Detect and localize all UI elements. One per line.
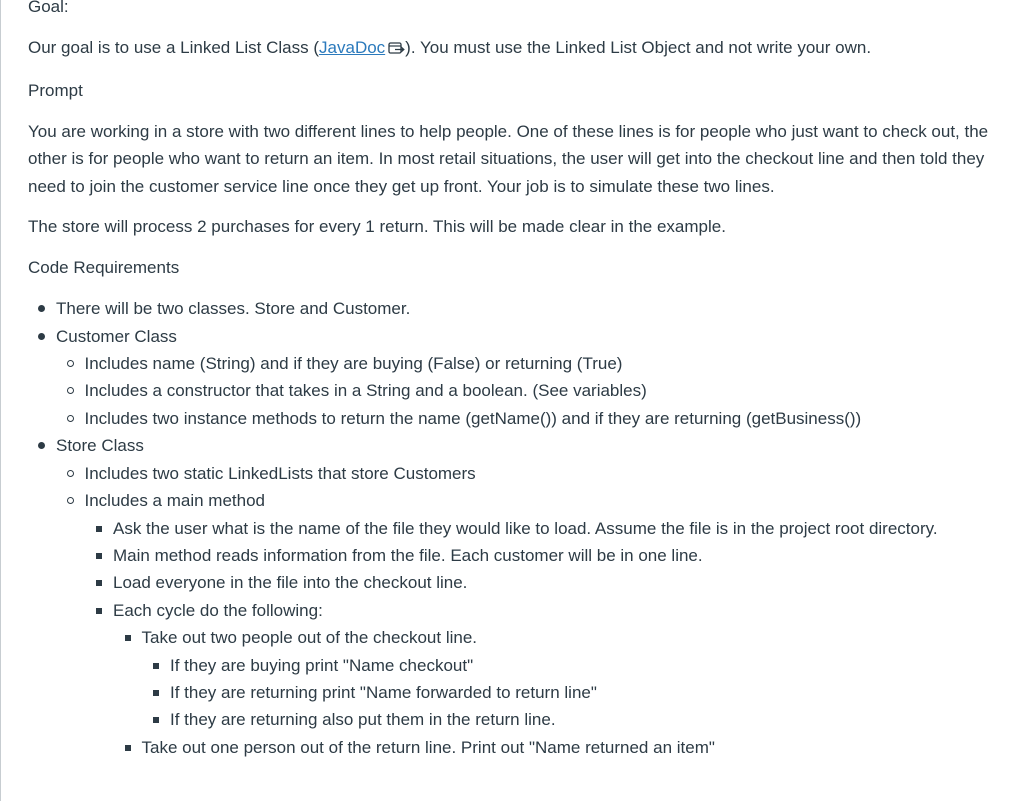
assignment-content [28, 0, 1018, 761]
list-item: There will be two classes. Store and Customer. [56, 295, 1018, 322]
list-item: Load everyone in the file into the checkout line. [113, 569, 1018, 596]
content-left-border [0, 0, 1, 801]
customer-class-item: Customer Class Includes name (String) and if they are buying (False) or returning (True) Includes a constructor that takes in a String and a boolean. (See variables) Includes two instance methods to return the name (getName()) and if they are returning (getBusiness()) [56, 323, 1018, 433]
external-link-icon[interactable] [388, 36, 405, 63]
list-item: Main method reads information from the file. Each customer will be in one line. [113, 542, 1018, 569]
goal-text-after-link: ). You must use the Linked List Object and not write your own. [405, 37, 872, 57]
list-item: Includes two static LinkedLists that store Customers [85, 460, 1019, 487]
each-cycle-item: Each cycle do the following: Take out two people out of the checkout line. If they are buying print "Name checkout" If they are returning print "Name forwarded to return line" If they are returning also put them in the return line. Take out one person out of the return line. Print out "Name returned an item" [113, 597, 1018, 761]
list-item: If they are returning print "Name forwarded to return line" [170, 679, 1018, 706]
main-method-item: Includes a main method Ask the user what is the name of the file they would like to load. Assume the file is in the project root directory. Main method reads information from the file. Each customer will be in one line. Load everyone in the file into the checkout line. Each cycle do the following: Take out two people out of the checkout line. If they are buying print "Name checkout" If they are returning print "Name forwarded to return line" If they are returning also put them in the return line. Take out one person out of the return line. Print out "Name returned an item" [85, 487, 1019, 761]
goal-heading: Goal: [28, 0, 69, 16]
code-requirements-heading: Code Requirements [28, 258, 180, 278]
list-item: Includes a constructor that takes in a String and a boolean. (See variables) [85, 377, 1019, 404]
javadoc-link[interactable]: JavaDoc [319, 37, 386, 57]
each-cycle-list [113, 624, 1018, 761]
store-class-list [56, 460, 1018, 761]
list-item: If they are buying print "Name checkout" [170, 652, 1018, 679]
ratio-paragraph: The store will process 2 purchases for every 1 return. This will be made clear in the example. [28, 217, 726, 237]
take-two-item: Take out two people out of the checkout line. If they are buying print "Name checkout" If they are returning print "Name forwarded to return line" If they are returning also put them in the return line. [142, 624, 1019, 734]
store-class-item: Store Class Includes two static LinkedLists that store Customers Includes a main method Ask the user what is the name of the file they would like to load. Assume the file is in the project root directory. Main method reads information from the file. Each customer will be in one line. Load everyone in the file into the checkout line. Each cycle do the following: Take out two people out of the checkout line. If they are buying print "Name checkout" If they are returning print "Name forwarded to return line" If they are returning also put them in the return line. Take out one person out of the return line. Print out "Name returned an item" [56, 432, 1018, 761]
list-item: Includes two instance methods to return the name (getName()) and if they are returning (getBusiness()) [85, 405, 1019, 432]
requirements-list [28, 295, 1018, 761]
list-item: If they are returning also put them in the return line. [170, 706, 1018, 733]
take-two-list [142, 652, 1019, 734]
goal-text-before-link: Our goal is to use a Linked List Class ( [28, 37, 320, 57]
goal-paragraph [28, 34, 1018, 63]
list-item: Take out one person out of the return line. Print out "Name returned an item" [142, 734, 1019, 761]
list-item: Includes name (String) and if they are buying (False) or returning (True) [85, 350, 1019, 377]
customer-class-list [56, 350, 1018, 432]
prompt-paragraph: You are working in a store with two different lines to help people. One of these lines is for people who just want to check out, the other is for people who want to return an item. In most retail situations, the user will get into the checkout line and then told they need to join the customer service line once they get up front. Your job is to simulate these two lines. [28, 121, 989, 196]
main-method-list [85, 515, 1019, 762]
list-item: Ask the user what is the name of the file they would like to load. Assume the file is in the project root directory. [113, 515, 1018, 542]
prompt-heading: Prompt [28, 80, 83, 100]
